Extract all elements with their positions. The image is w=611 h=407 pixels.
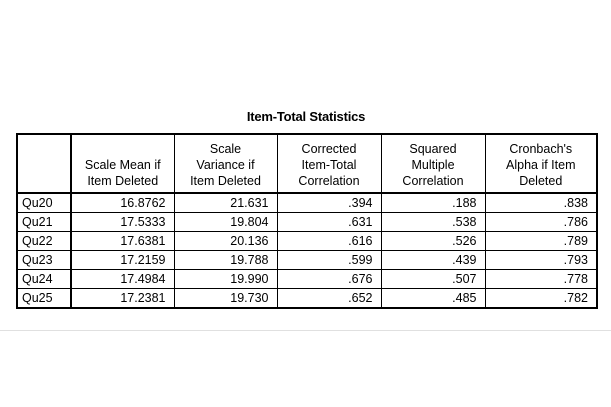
row-label: Qu25 (17, 289, 71, 309)
scale-mean-cell: 17.2159 (71, 251, 174, 270)
item-total-statistics-table (16, 133, 598, 309)
table-row (17, 213, 597, 232)
corrected-correlation-cell: .652 (277, 289, 381, 309)
corrected-correlation-cell: .676 (277, 270, 381, 289)
table-row (17, 251, 597, 270)
column-header-cronbach-alpha: Cronbach's Alpha if Item Deleted (485, 134, 597, 193)
column-header-corrected-correlation: Corrected Item-Total Correlation (277, 134, 381, 193)
row-label: Qu21 (17, 213, 71, 232)
table-row (17, 193, 597, 213)
squared-correlation-cell: .507 (381, 270, 485, 289)
squared-correlation-cell: .188 (381, 193, 485, 213)
corrected-correlation-cell: .599 (277, 251, 381, 270)
alpha-cell: .838 (485, 193, 597, 213)
scale-mean-cell: 16.8762 (71, 193, 174, 213)
corrected-correlation-cell: .616 (277, 232, 381, 251)
scale-variance-cell: 19.990 (174, 270, 277, 289)
corrected-correlation-cell: .394 (277, 193, 381, 213)
row-label: Qu24 (17, 270, 71, 289)
scale-variance-cell: 19.804 (174, 213, 277, 232)
bottom-divider (0, 330, 611, 331)
squared-correlation-cell: .439 (381, 251, 485, 270)
header-row (17, 134, 597, 193)
scale-variance-cell: 21.631 (174, 193, 277, 213)
alpha-cell: .786 (485, 213, 597, 232)
scale-mean-cell: 17.5333 (71, 213, 174, 232)
squared-correlation-cell: .526 (381, 232, 485, 251)
table-row (17, 270, 597, 289)
column-header-squared-correlation: Squared Multiple Correlation (381, 134, 485, 193)
scale-variance-cell: 19.730 (174, 289, 277, 309)
row-label: Qu23 (17, 251, 71, 270)
table-row (17, 289, 597, 309)
row-label: Qu22 (17, 232, 71, 251)
alpha-cell: .793 (485, 251, 597, 270)
alpha-cell: .789 (485, 232, 597, 251)
scale-mean-cell: 17.2381 (71, 289, 174, 309)
squared-correlation-cell: .538 (381, 213, 485, 232)
squared-correlation-cell: .485 (381, 289, 485, 309)
corrected-correlation-cell: .631 (277, 213, 381, 232)
alpha-cell: .782 (485, 289, 597, 309)
column-header-scale-mean: Scale Mean if Item Deleted (71, 134, 174, 193)
scale-mean-cell: 17.4984 (71, 270, 174, 289)
scale-variance-cell: 20.136 (174, 232, 277, 251)
corner-header-cell (17, 134, 71, 193)
column-header-scale-variance: Scale Variance if Item Deleted (174, 134, 277, 193)
table-row (17, 232, 597, 251)
scale-variance-cell: 19.788 (174, 251, 277, 270)
table-title: Item-Total Statistics (246, 109, 366, 124)
alpha-cell: .778 (485, 270, 597, 289)
row-label: Qu20 (17, 193, 71, 213)
scale-mean-cell: 17.6381 (71, 232, 174, 251)
